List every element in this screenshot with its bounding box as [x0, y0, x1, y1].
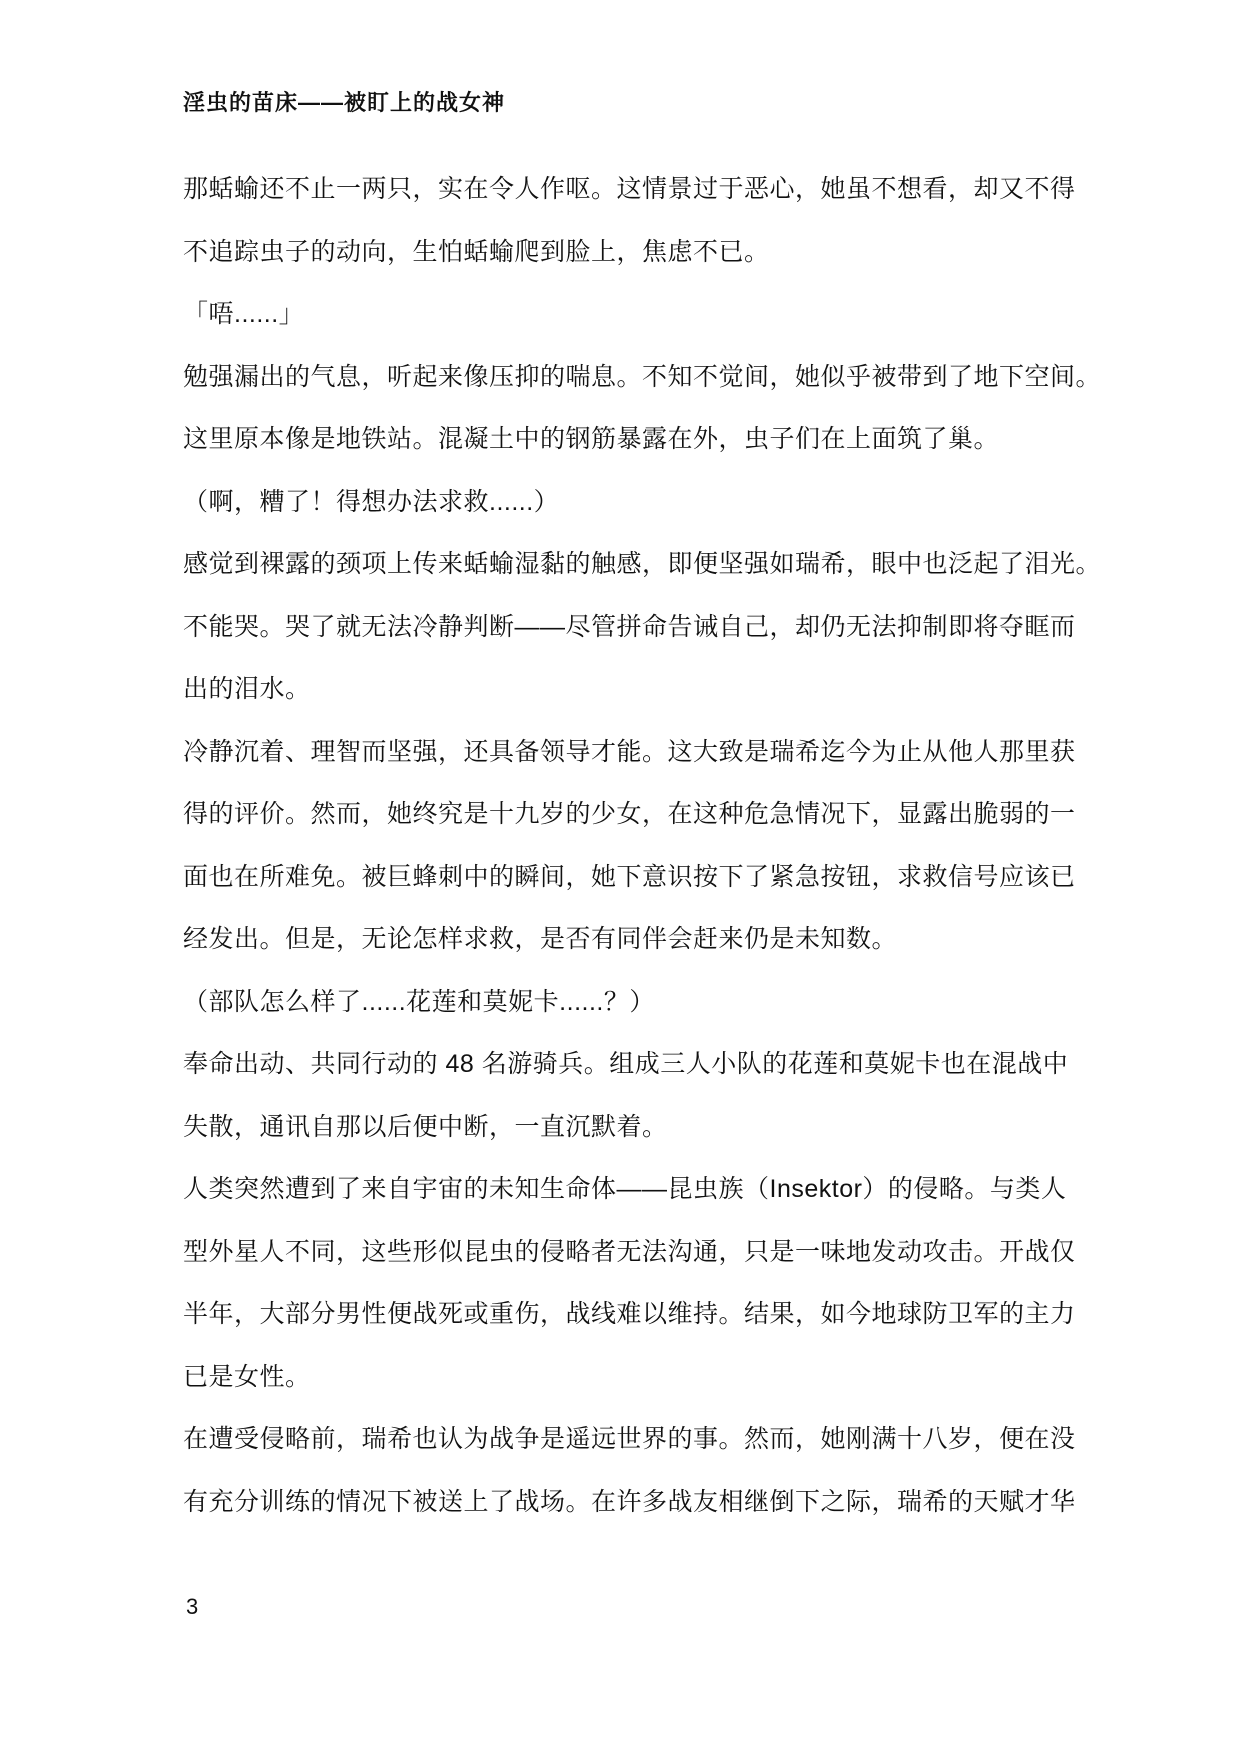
text-line: 那蛞蝓还不止一两只，实在令人作呕。这情景过于恶心，她虽不想看，却又不得 [183, 175, 1076, 203]
text-line: 在遭受侵略前，瑞希也认为战争是遥远世界的事。然而，她刚满十八岁，便在没 [183, 1425, 1076, 1453]
text-line: 不能哭。哭了就无法冷静判断——尽管拼命告诫自己，却仍无法抑制即将夺眶而 [183, 612, 1076, 641]
text-line: 得的评价。然而，她终究是十九岁的少女，在这种危急情况下，显露出脆弱的一 [183, 800, 1076, 828]
text-line: 出的泪水。 [183, 675, 311, 703]
text-line: 面也在所难免。被巨蜂刺中的瞬间，她下意识按下了紧急按钮，求救信号应该已 [183, 862, 1076, 891]
text-line: 「唔......」 [183, 300, 305, 328]
text-line: 奉命出动、共同行动的 48 名游骑兵。组成三人小队的花莲和莫妮卡也在混战中 [183, 1050, 1069, 1078]
document-header-title: 淫虫的苗床——被盯上的战女神 [183, 90, 506, 115]
page-number: 3 [186, 1594, 199, 1619]
text-line: 冷静沉着、理智而坚强，还具备领导才能。这大致是瑞希迄今为止从他人那里获 [183, 737, 1076, 766]
text-line: 不追踪虫子的动向，生怕蛞蝓爬到脸上，焦虑不已。 [183, 237, 770, 266]
text-line: 有充分训练的情况下被送上了战场。在许多战友相继倒下之际，瑞希的天赋才华 [183, 1487, 1076, 1516]
text-line: 人类突然遭到了来自宇宙的未知生命体——昆虫族（Insektor）的侵略。与类人 [183, 1175, 1067, 1203]
text-line: 已是女性。 [183, 1362, 311, 1391]
text-line: 勉强漏出的气息，听起来像压抑的喘息。不知不觉间，她似乎被带到了地下空间。 [183, 362, 1102, 391]
text-line: （部队怎么样了......花莲和莫妮卡......？） [183, 987, 655, 1016]
text-line: 感觉到裸露的颈项上传来蛞蝓湿黏的触感，即便坚强如瑞希，眼中也泛起了泪光。 [183, 550, 1102, 578]
text-line: 型外星人不同，这些形似昆虫的侵略者无法沟通，只是一味地发动攻击。开战仅 [183, 1237, 1076, 1266]
text-line: 半年，大部分男性便战死或重伤，战线难以维持。结果，如今地球防卫军的主力 [183, 1300, 1076, 1328]
text-line: 经发出。但是，无论怎样求救，是否有同伴会赶来仍是未知数。 [183, 925, 898, 953]
text-line: （啊，糟了！得想办法求救......） [183, 487, 560, 516]
document-body [183, 158, 1102, 1533]
text-line: 失散，通讯自那以后便中断，一直沉默着。 [183, 1112, 668, 1141]
text-line: 这里原本像是地铁站。混凝土中的钢筋暴露在外，虫子们在上面筑了巢。 [183, 425, 1000, 453]
